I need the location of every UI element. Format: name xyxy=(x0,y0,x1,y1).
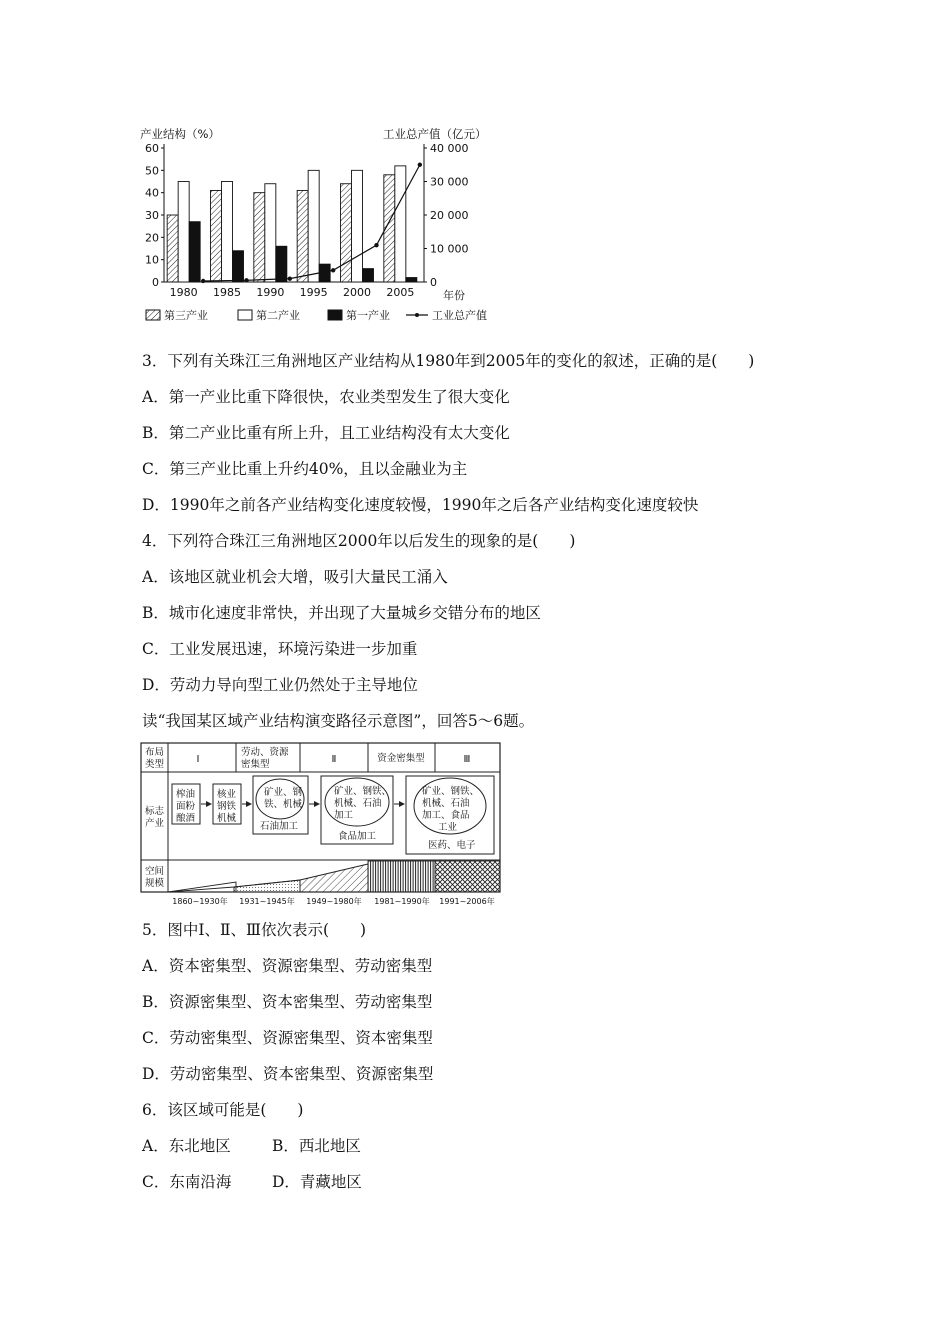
legend-label-secondary: 第二产业 xyxy=(256,309,300,322)
left-tick-label: 60 xyxy=(145,142,159,155)
left-tick-label: 0 xyxy=(152,276,159,289)
stage-3-oval-line-1: 矿业、钢 xyxy=(264,787,303,798)
left-tick-label: 40 xyxy=(145,186,159,200)
q4-option-c: C．工业发展迅速，环境污染进一步加重 xyxy=(142,640,418,658)
q4-option-d: D．劳动力导向型工业仍然处于主导地位 xyxy=(142,676,418,694)
right-axis-label: 工业总产值（亿元） xyxy=(383,127,487,141)
stage-5-oval-line-1: 矿业、钢铁、 xyxy=(422,786,480,797)
point-industrial-output xyxy=(374,243,378,247)
scale-band-4 xyxy=(368,861,435,892)
x-tick-label: 1980 xyxy=(169,286,198,299)
q6-option-a: A．东北地区 xyxy=(142,1137,231,1155)
period-1: 1860~1930年 xyxy=(172,897,228,906)
q6-stem: 6．该区域可能是( ) xyxy=(142,1101,304,1119)
legend-label-output: 工业总产值 xyxy=(432,309,487,322)
header-type-1: Ⅰ xyxy=(196,754,200,765)
left-tick-label: 30 xyxy=(145,209,159,222)
stage-4-oval-line-1: 矿业、钢铁、 xyxy=(334,786,392,797)
stage-4-oval-line-3: 加工 xyxy=(334,810,354,821)
bar-tertiary xyxy=(254,193,265,282)
row-label-type-2: 类型 xyxy=(145,759,165,770)
q4-option-a: A．该地区就业机会大增，吸引大量民工涌入 xyxy=(142,568,448,586)
q5-option-a: A．资本密集型、资源密集型、劳动密集型 xyxy=(142,957,433,975)
legend-swatch-primary xyxy=(328,310,342,320)
q6-option-b: B．西北地区 xyxy=(272,1137,361,1155)
q6-option-c: C．东南沿海 xyxy=(142,1173,232,1191)
legend-swatch-tertiary xyxy=(146,310,160,320)
q3-option-a: A．第一产业比重下降很快，农业类型发生了很大变化 xyxy=(142,388,510,406)
left-tick-label: 10 xyxy=(145,253,159,267)
left-axis-label: 产业结构（%） xyxy=(140,127,220,141)
bar-secondary xyxy=(178,182,189,283)
period-5: 1991~2006年 xyxy=(439,897,495,906)
row-label-industry-2: 产业 xyxy=(145,818,165,829)
stage-5-caption: 医药、电子 xyxy=(428,840,476,851)
legend-swatch-secondary xyxy=(238,310,252,320)
row-label-industry-1: 标志 xyxy=(145,806,165,817)
scale-band-3 xyxy=(300,864,368,892)
point-industrial-output xyxy=(201,279,205,283)
stage-2-line-2: 钢铁 xyxy=(217,801,237,812)
period-2: 1931~1945年 xyxy=(239,897,295,906)
q5-stem: 5．图中Ⅰ、Ⅱ、Ⅲ依次表示( ) xyxy=(142,921,367,939)
stage-5-oval-line-3: 加工、食品 xyxy=(422,810,470,821)
stage-5-oval-line-4: 工业 xyxy=(438,822,458,833)
period-3: 1949~1980年 xyxy=(306,897,362,906)
q4-stem: 4．下列符合珠江三角洲地区2000年以后发生的现象的是( ) xyxy=(142,532,576,550)
bar-primary xyxy=(189,222,200,282)
stage-2-line-1: 核业 xyxy=(217,789,237,800)
stage-3-oval-line-2: 铁、机械 xyxy=(264,799,303,810)
bar-secondary xyxy=(308,170,319,282)
left-tick-label: 20 xyxy=(145,231,159,245)
right-tick-label: 20 000 xyxy=(430,209,469,222)
bar-secondary xyxy=(265,184,276,282)
x-tick-label: 2005 xyxy=(386,286,415,299)
row-label-scale-1: 空间 xyxy=(145,866,165,877)
row-label-type-1: 布局 xyxy=(145,747,165,758)
q5-option-b: B．资源密集型、资本密集型、劳动密集型 xyxy=(142,993,433,1011)
q3-stem: 3．下列有关珠江三角洲地区产业结构从1980年到2005年的变化的叙述，正确的是( ) xyxy=(142,352,755,370)
right-tick-label: 0 xyxy=(430,276,437,289)
bar-primary xyxy=(363,269,374,282)
header-labor-resource-1: 劳动、资源 xyxy=(241,747,289,758)
scale-band-2 xyxy=(234,880,300,892)
stage-4-oval-line-2: 机械、石油 xyxy=(334,798,382,809)
industry-structure-chart xyxy=(128,122,518,327)
legend xyxy=(146,308,487,322)
header-type-3: Ⅲ xyxy=(463,754,471,765)
x-tick-label: 2000 xyxy=(343,286,371,299)
header-type-2: Ⅱ xyxy=(331,754,337,765)
bar-tertiary xyxy=(341,184,352,282)
header-labor-resource-2: 密集型 xyxy=(241,759,270,770)
legend-label-primary: 第一产业 xyxy=(346,309,390,322)
q4-option-b: B．城市化速度非常快，并出现了大量城乡交错分布的地区 xyxy=(142,604,541,622)
header-capital: 资金密集型 xyxy=(377,753,425,764)
q5-option-c: C．劳动密集型、资源密集型、资本密集型 xyxy=(142,1029,433,1047)
scale-band-5 xyxy=(435,861,500,892)
row-label-scale-2: 规模 xyxy=(145,878,165,889)
bar-secondary xyxy=(352,170,363,282)
bar-primary xyxy=(233,251,244,282)
x-tick-label: 1995 xyxy=(299,286,328,299)
stage-1-line-1: 榨油 xyxy=(176,789,196,800)
period-4: 1981~1990年 xyxy=(374,897,430,906)
stage-5-oval-line-2: 机械、石油 xyxy=(422,798,470,809)
stage-1-line-2: 面粉 xyxy=(176,801,196,812)
x-unit-label: 年份 xyxy=(443,289,465,302)
bar-tertiary xyxy=(211,190,222,282)
x-tick-label: 1985 xyxy=(213,286,241,299)
left-tick-label: 50 xyxy=(145,164,159,178)
q3-option-b: B．第二产业比重有所上升，且工业结构没有太大变化 xyxy=(142,424,510,442)
bar-tertiary xyxy=(297,190,308,282)
industry-evolution-diagram xyxy=(140,742,505,908)
stage-1-line-3: 酿酒 xyxy=(176,813,196,824)
stage-4-caption: 食品加工 xyxy=(338,831,377,842)
stage-3-caption: 石油加工 xyxy=(260,821,299,832)
point-industrial-output xyxy=(244,278,248,282)
q5-option-d: D．劳动密集型、资本密集型、资源密集型 xyxy=(142,1065,434,1083)
bar-primary xyxy=(276,246,287,282)
diagram-intro: 读“我国某区域产业结构演变路径示意图”，回答5～6题。 xyxy=(142,712,535,730)
q3-option-d: D．1990年之前各产业结构变化速度较慢，1990年之后各产业结构变化速度较快 xyxy=(142,496,699,514)
x-tick-label: 1990 xyxy=(256,286,285,299)
legend-label-tertiary: 第三产业 xyxy=(164,309,208,322)
point-industrial-output xyxy=(331,268,335,272)
q6-option-d: D．青藏地区 xyxy=(272,1173,362,1191)
bar-primary xyxy=(406,278,417,282)
bar-secondary xyxy=(222,182,233,283)
scale-wedge xyxy=(168,882,236,892)
right-tick-label: 10 000 xyxy=(430,242,469,256)
legend-swatch-output-dot xyxy=(415,313,419,317)
right-tick-label: 40 000 xyxy=(430,142,469,155)
stage-2-line-3: 机械 xyxy=(217,813,237,824)
right-tick-label: 30 000 xyxy=(430,175,469,189)
bar-secondary xyxy=(395,166,406,282)
point-industrial-output xyxy=(418,163,422,167)
bar-tertiary xyxy=(167,215,178,282)
point-industrial-output xyxy=(288,276,292,280)
q3-option-c: C．第三产业比重上升约40%，且以金融业为主 xyxy=(142,460,468,478)
